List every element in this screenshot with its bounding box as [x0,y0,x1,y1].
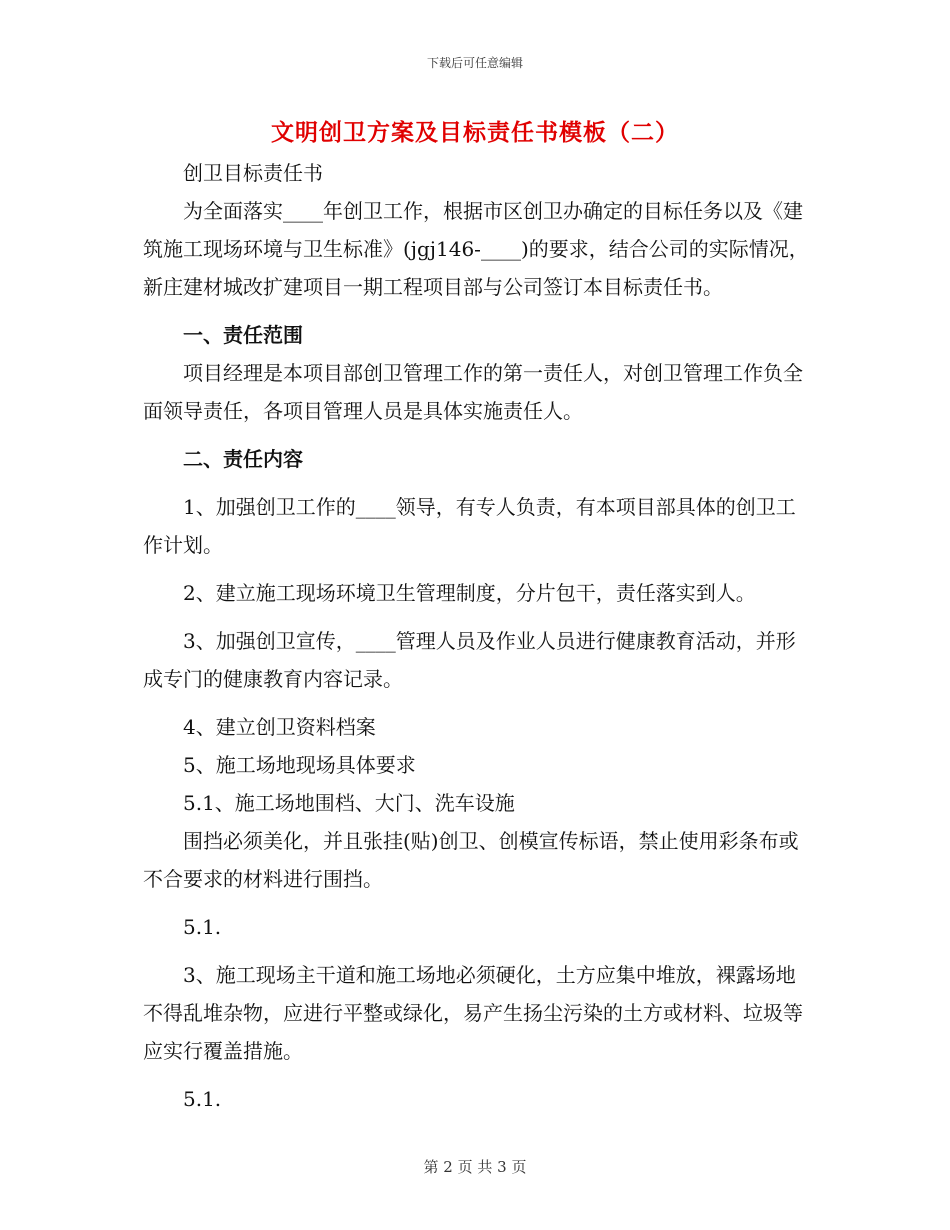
paragraph-scope: 项目经理是本项目部创卫管理工作的第一责任人，对创卫管理工作负全面领导责任，各项目管理人员是具体实施责任人。 [143,361,803,423]
paragraph-item-1: 1、加强创卫工作的____领导，有专人负责，有本项目部具体的创卫工作计划。 [143,495,796,557]
paragraph-fence: 围挡必须美化，并且张挂(贴)创卫、创模宣传标语，禁止使用彩条布或不合要求的材料进行围挡。 [143,829,799,891]
header-note: 下载后可任意编辑 [426,56,523,70]
document-title: 文明创卫方案及目标责任书模板（二） [271,119,679,146]
paragraph-item-5-1-b: 5.1. [183,1087,222,1111]
section-heading-content: 二、责任内容 [183,447,303,471]
document-body [143,154,811,1118]
paragraph-item-2: 2、建立施工现场环境卫生管理制度，分片包干，责任落实到人。 [183,581,756,605]
paragraph-item-4: 4、建立创卫资料档案 [183,715,376,739]
page-footer: 第 2 页 共 3 页 [423,1158,527,1176]
paragraph-item-5-1: 5.1、施工场地围档、大门、洗车设施 [183,791,515,815]
paragraph-item-5-1-a: 5.1. [183,915,222,939]
paragraph-intro: 为全面落实____年创卫工作，根据市区创卫办确定的目标任务以及《建筑施工现场环境与卫生标准》(jgj146-____)的要求，结合公司的实际情况，新庄建材城改扩建项目一期工程项目部与公司签订本目标责任书。 [143,199,809,299]
section-heading-scope: 一、责任范围 [183,323,303,347]
paragraph-subtitle: 创卫目标责任书 [183,161,323,185]
paragraph-item-5: 5、施工场地现场具体要求 [183,753,416,777]
paragraph-item-3-roads: 3、施工现场主干道和施工场地必须硬化，土方应集中堆放，裸露场地不得乱堆杂物，应进行平整或绿化，易产生扬尘污染的土方或材料、垃圾等应实行覆盖措施。 [143,963,803,1063]
paragraph-item-3: 3、加强创卫宣传，____管理人员及作业人员进行健康教育活动，并形成专门的健康教育内容记录。 [143,629,796,691]
